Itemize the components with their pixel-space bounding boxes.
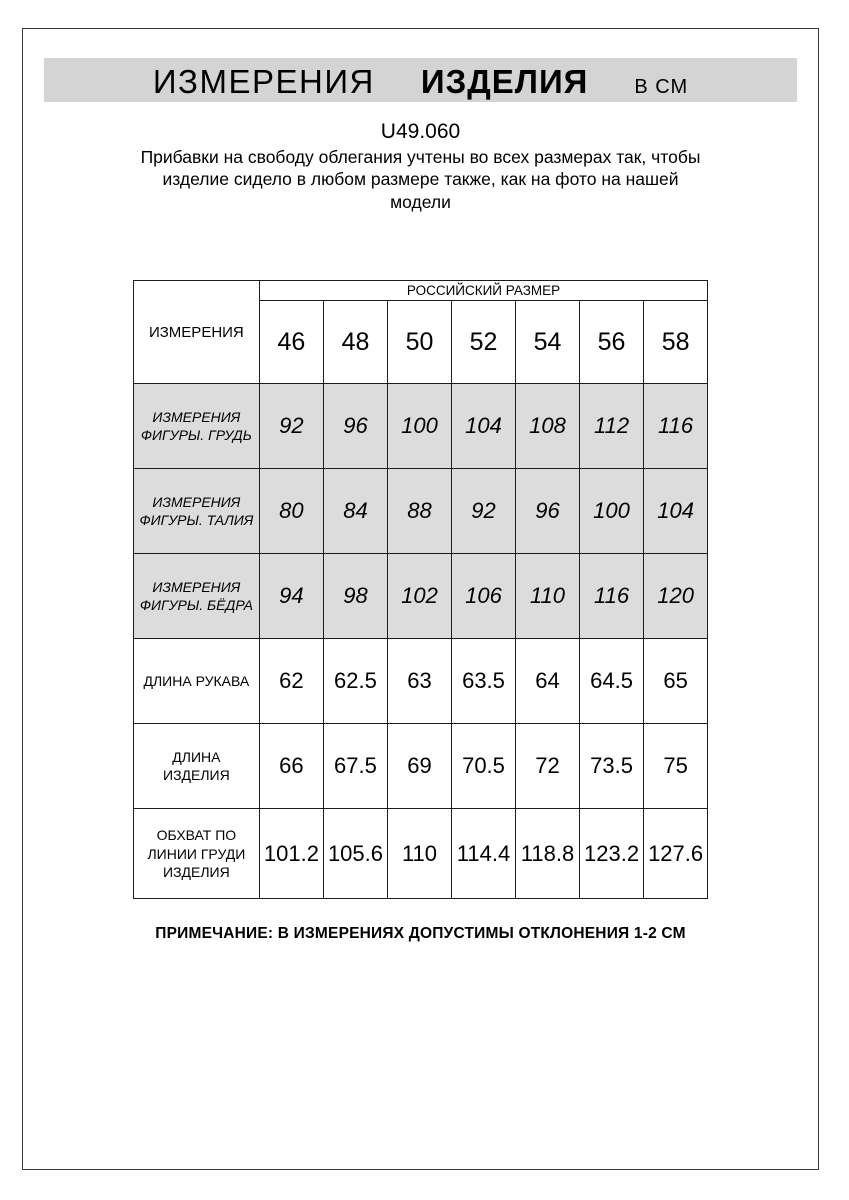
measurement-value-cell: 94	[259, 554, 323, 639]
size-table	[133, 280, 708, 899]
measurement-value-cell: 123.2	[580, 809, 644, 899]
measurement-value-cell: 72	[516, 724, 580, 809]
measurements-corner-label: ИЗМЕРЕНИЯ	[133, 281, 259, 384]
table-row	[133, 639, 707, 724]
size-column-header: 50	[388, 301, 452, 384]
table-row	[133, 384, 707, 469]
measurement-value-cell: 65	[644, 639, 708, 724]
size-column-header: 54	[516, 301, 580, 384]
measurement-value-cell: 101.2	[259, 809, 323, 899]
size-column-header: 46	[259, 301, 323, 384]
measurement-value-cell: 120	[644, 554, 708, 639]
measurement-value-cell: 73.5	[580, 724, 644, 809]
page-title-emphasis: ИЗДЕЛИЯ	[420, 63, 589, 100]
measurement-value-cell: 64.5	[580, 639, 644, 724]
measurement-value-cell: 70.5	[452, 724, 516, 809]
measurement-row-label: ДЛИНА РУКАВА	[133, 639, 259, 724]
measurement-value-cell: 104	[644, 469, 708, 554]
measurement-value-cell: 80	[259, 469, 323, 554]
table-row	[133, 809, 707, 899]
page-frame	[22, 28, 819, 1170]
measurement-value-cell: 116	[644, 384, 708, 469]
tolerance-note: ПРИМЕЧАНИЕ: В ИЗМЕРЕНИЯХ ДОПУСТИМЫ ОТКЛОНЕНИЯ 1-2 СМ	[155, 925, 686, 943]
measurement-value-cell: 100	[388, 384, 452, 469]
fit-description: Прибавки на свободу облегания учтены во всех размерах так, чтобы изделие сидело в любом размере также, как на фото на нашей модели	[140, 147, 701, 212]
measurement-value-cell: 62	[259, 639, 323, 724]
measurement-row-label: ИЗМЕРЕНИЯ ФИГУРЫ. ГРУДЬ	[133, 384, 259, 469]
size-column-header: 48	[323, 301, 387, 384]
measurement-value-cell: 64	[516, 639, 580, 724]
measurement-value-cell: 63.5	[452, 639, 516, 724]
measurement-row-label: ДЛИНА ИЗДЕЛИЯ	[133, 724, 259, 809]
measurement-value-cell: 92	[452, 469, 516, 554]
table-row	[133, 469, 707, 554]
page-title: ИЗМЕРЕНИЯ	[152, 63, 375, 100]
measurement-value-cell: 96	[323, 384, 387, 469]
measurement-value-cell: 98	[323, 554, 387, 639]
size-column-header: 58	[644, 301, 708, 384]
size-group-row	[133, 281, 707, 301]
measurement-value-cell: 69	[388, 724, 452, 809]
measurement-value-cell: 63	[388, 639, 452, 724]
measurement-value-cell: 116	[580, 554, 644, 639]
measurement-value-cell: 110	[516, 554, 580, 639]
measurement-value-cell: 75	[644, 724, 708, 809]
measurement-value-cell: 84	[323, 469, 387, 554]
measurement-value-cell: 127.6	[644, 809, 708, 899]
measurement-value-cell: 100	[580, 469, 644, 554]
units-label: В СМ	[634, 76, 689, 98]
measurement-value-cell: 106	[452, 554, 516, 639]
measurement-value-cell: 105.6	[323, 809, 387, 899]
measurement-value-cell: 67.5	[323, 724, 387, 809]
measurement-value-cell: 110	[388, 809, 452, 899]
measurement-row-label: ИЗМЕРЕНИЯ ФИГУРЫ. ТАЛИЯ	[133, 469, 259, 554]
russian-size-header: РОССИЙСКИЙ РАЗМЕР	[259, 281, 707, 301]
measurement-value-cell: 92	[259, 384, 323, 469]
measurement-value-cell: 104	[452, 384, 516, 469]
measurement-value-cell: 96	[516, 469, 580, 554]
measurement-value-cell: 102	[388, 554, 452, 639]
measurement-value-cell: 66	[259, 724, 323, 809]
table-row	[133, 724, 707, 809]
measurement-row-label: ИЗМЕРЕНИЯ ФИГУРЫ. БЁДРА	[133, 554, 259, 639]
size-column-header: 56	[580, 301, 644, 384]
article-code: U49.060	[380, 120, 461, 143]
table-row	[133, 554, 707, 639]
measurement-value-cell: 62.5	[323, 639, 387, 724]
measurement-value-cell: 108	[516, 384, 580, 469]
measurement-value-cell: 114.4	[452, 809, 516, 899]
measurement-row-label: ОБХВАТ ПО ЛИНИИ ГРУДИ ИЗДЕЛИЯ	[133, 809, 259, 899]
title-bar	[44, 58, 797, 102]
measurement-value-cell: 118.8	[516, 809, 580, 899]
measurement-value-cell: 112	[580, 384, 644, 469]
measurement-value-cell: 88	[388, 469, 452, 554]
size-column-header: 52	[452, 301, 516, 384]
